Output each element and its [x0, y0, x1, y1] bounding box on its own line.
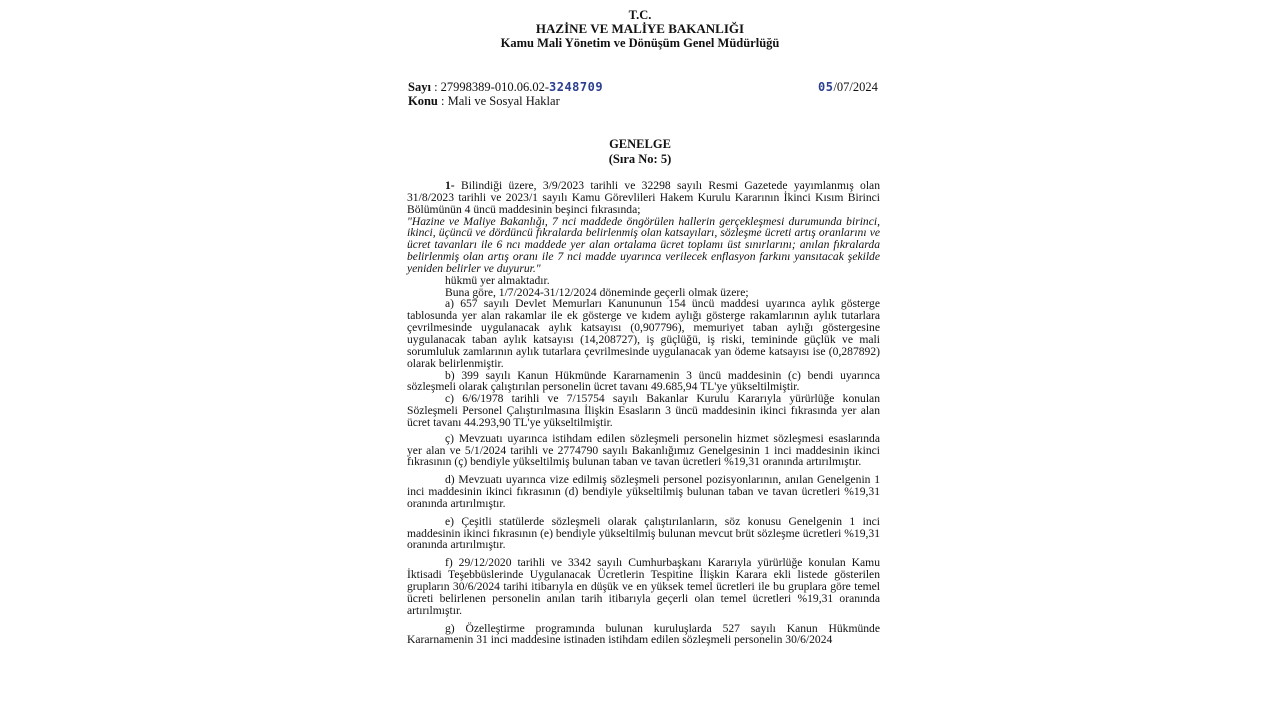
date-rest: /07/2024 — [833, 80, 878, 94]
document-date — [818, 80, 878, 95]
sayi-handwritten-number: 3248709 — [549, 80, 604, 94]
paragraph-1-number: 1- — [445, 179, 455, 192]
letterhead-ministry: HAZİNE VE MALİYE BAKANLIĞI — [535, 21, 745, 36]
konu-value: : Mali ve Sosyal Haklar — [441, 94, 560, 108]
item-cc: ç) Mevzuatı uyarınca istihdam edilen sözleşmeli personelin hizmet sözleşmesi esaslarında yer alan ve 5/1/2024 tarihli ve 2774790 sayılı Bakanlığımız Genelgesinin 1 inci maddesinin ikinci fıkrasının (ç) bendiyle yükseltilmiş bulunan taban ve tavan ücretleri %19,31 oranında artırılmıştır. — [407, 431, 880, 469]
paragraph-1-text: Bilindiği üzere, 3/9/2023 tarihli ve 32298 sayılı Resmi Gazetede yayımlanmış olan 31/8/2023 tarihli ve 2023/1 sayılı Kamu Görevlileri Hakem Kurulu Kararının İkinci Kısım Birinci Bölümünün 4 üncü maddesinin beşinci fıkrasında; — [407, 179, 880, 216]
item-g: g) Özelleştirme programında bulunan kuruluşlarda 527 sayılı Kanun Hükmünde Kararnamenin 31 inci maddesine istinaden istihdam edilen sözleşmeli personelin 30/6/2024 — [407, 621, 880, 647]
sayi-value: : 27998389-010.06.02- — [434, 80, 549, 94]
item-d: d) Mevzuatı uyarınca vize edilmiş sözleşmeli personel pozisyonlarının, anılan Genelgenin 1 inci maddesinin ikinci fıkrasının (d) bendiyle yükseltilmiş bulunan taban ve tavan ücretleri %19,31 oranında artırılmıştır. — [407, 473, 880, 510]
konu-label: Konu — [408, 94, 438, 108]
item-c: c) 6/6/1978 tarihli ve 7/15754 sayılı Bakanlar Kurulu Kararıyla yürürlüğe konulan Sözleşmeli Personel Çalıştırılmasına İlişkin Esasların 3 üncü maddesinin ikinci fıkrasında yer alan ücret tavanı 44.293,90 TL'ye yükseltilmiştir. — [407, 392, 880, 429]
item-f: f) 29/12/2020 tarihli ve 3342 sayılı Cumhurbaşkanı Kararıyla yürürlüğe konulan Kamu İktisadi Teşebbüslerinde Uygulanacak Ücretlerin Tespitine İlişkin Karara ekli listede gösterilen grupların 30/6/2024 tarihi itibarıyla en düşük ve en yüksek temel ücretleri ile bu gruplara göre temel ücreti belirlenen personelin anılan tarih itibarıyla geçerli olan temel ücretleri %19,31 oranında artırılmıştır. — [407, 556, 880, 617]
date-handwritten-day: 05 — [818, 80, 834, 94]
paragraph-1 — [407, 180, 880, 216]
item-e: e) Çeşitli statülerde sözleşmeli olarak çalıştırılanların, söz konusu Genelgenin 1 inci maddesinin ikinci fıkrasının (e) bendiyle yükseltilmiş bulunan mevcut brüt sözleşme ücretleri %19,31 oranında artırılmıştır. — [407, 514, 880, 552]
hukmu-text: hükmü yer almaktadır. — [445, 273, 550, 287]
document-title: GENELGE — [609, 137, 671, 151]
item-a: a) 657 sayılı Devlet Memurları Kanununun 154 üncü maddesi uyarınca aylık gösterge tablosunda yer alan rakamlar ile ek gösterge ve kıdem aylığı gösterge rakamlarının aylık tutarlara çevrilmesinde uygulanacak aylık katsayısı (0,907796), memuriyet taban aylığı göstergesine uygulanacak taban aylık katsayısı (14,208727), iş güçlüğü, iş riski, temininde güçlük ve mali sorumluluk zamlarının aylık tutarlara çevrilmesinde uygulanacak yan ödeme katsayısı ise (0,287892) olarak belirlenmiştir. — [407, 297, 880, 370]
document-sequence-number: (Sıra No: 5) — [608, 152, 672, 166]
letterhead — [0, 8, 1280, 50]
sayi-label: Sayı — [408, 80, 431, 94]
letterhead-directorate: Kamu Mali Yönetim ve Dönüşüm Genel Müdürlüğü — [500, 36, 780, 50]
sayi-line — [408, 80, 603, 95]
item-b: b) 399 sayılı Kanun Hükmünde Kararnamenin 3 üncü maddesinin (c) bendi uyarınca sözleşmeli olarak çalıştırılan personelin ücret tavanı 49.685,94 TL'ye yükseltilmiştir. — [407, 368, 880, 394]
document-body — [407, 180, 880, 646]
quoted-provision: "Hazine ve Maliye Bakanlığı, 7 nci maddede öngörülen hallerin gerçekleşmesi durumunda birinci, ikinci, üçüncü ve dördüncü fıkralarda belirlenmiş olan katsayıları, sözleşme ücreti artış oranlarını ve ücret tavanları ile 6 ncı maddede yer alan ortalama ücret toplamı üst sınırlarını; anılan fıkralarda belirlenmiş olan artış oranı ile 7 nci madde uyarınca verilecek enflasyon farkını yansıtacak şekilde yeniden belirler ve duyurur." — [407, 214, 880, 275]
konu-line — [408, 94, 560, 109]
letterhead-tc: T.C. — [628, 8, 652, 22]
buna-gore-text: Buna göre, 1/7/2024-31/12/2024 döneminde geçerli olmak üzere; — [445, 285, 749, 299]
